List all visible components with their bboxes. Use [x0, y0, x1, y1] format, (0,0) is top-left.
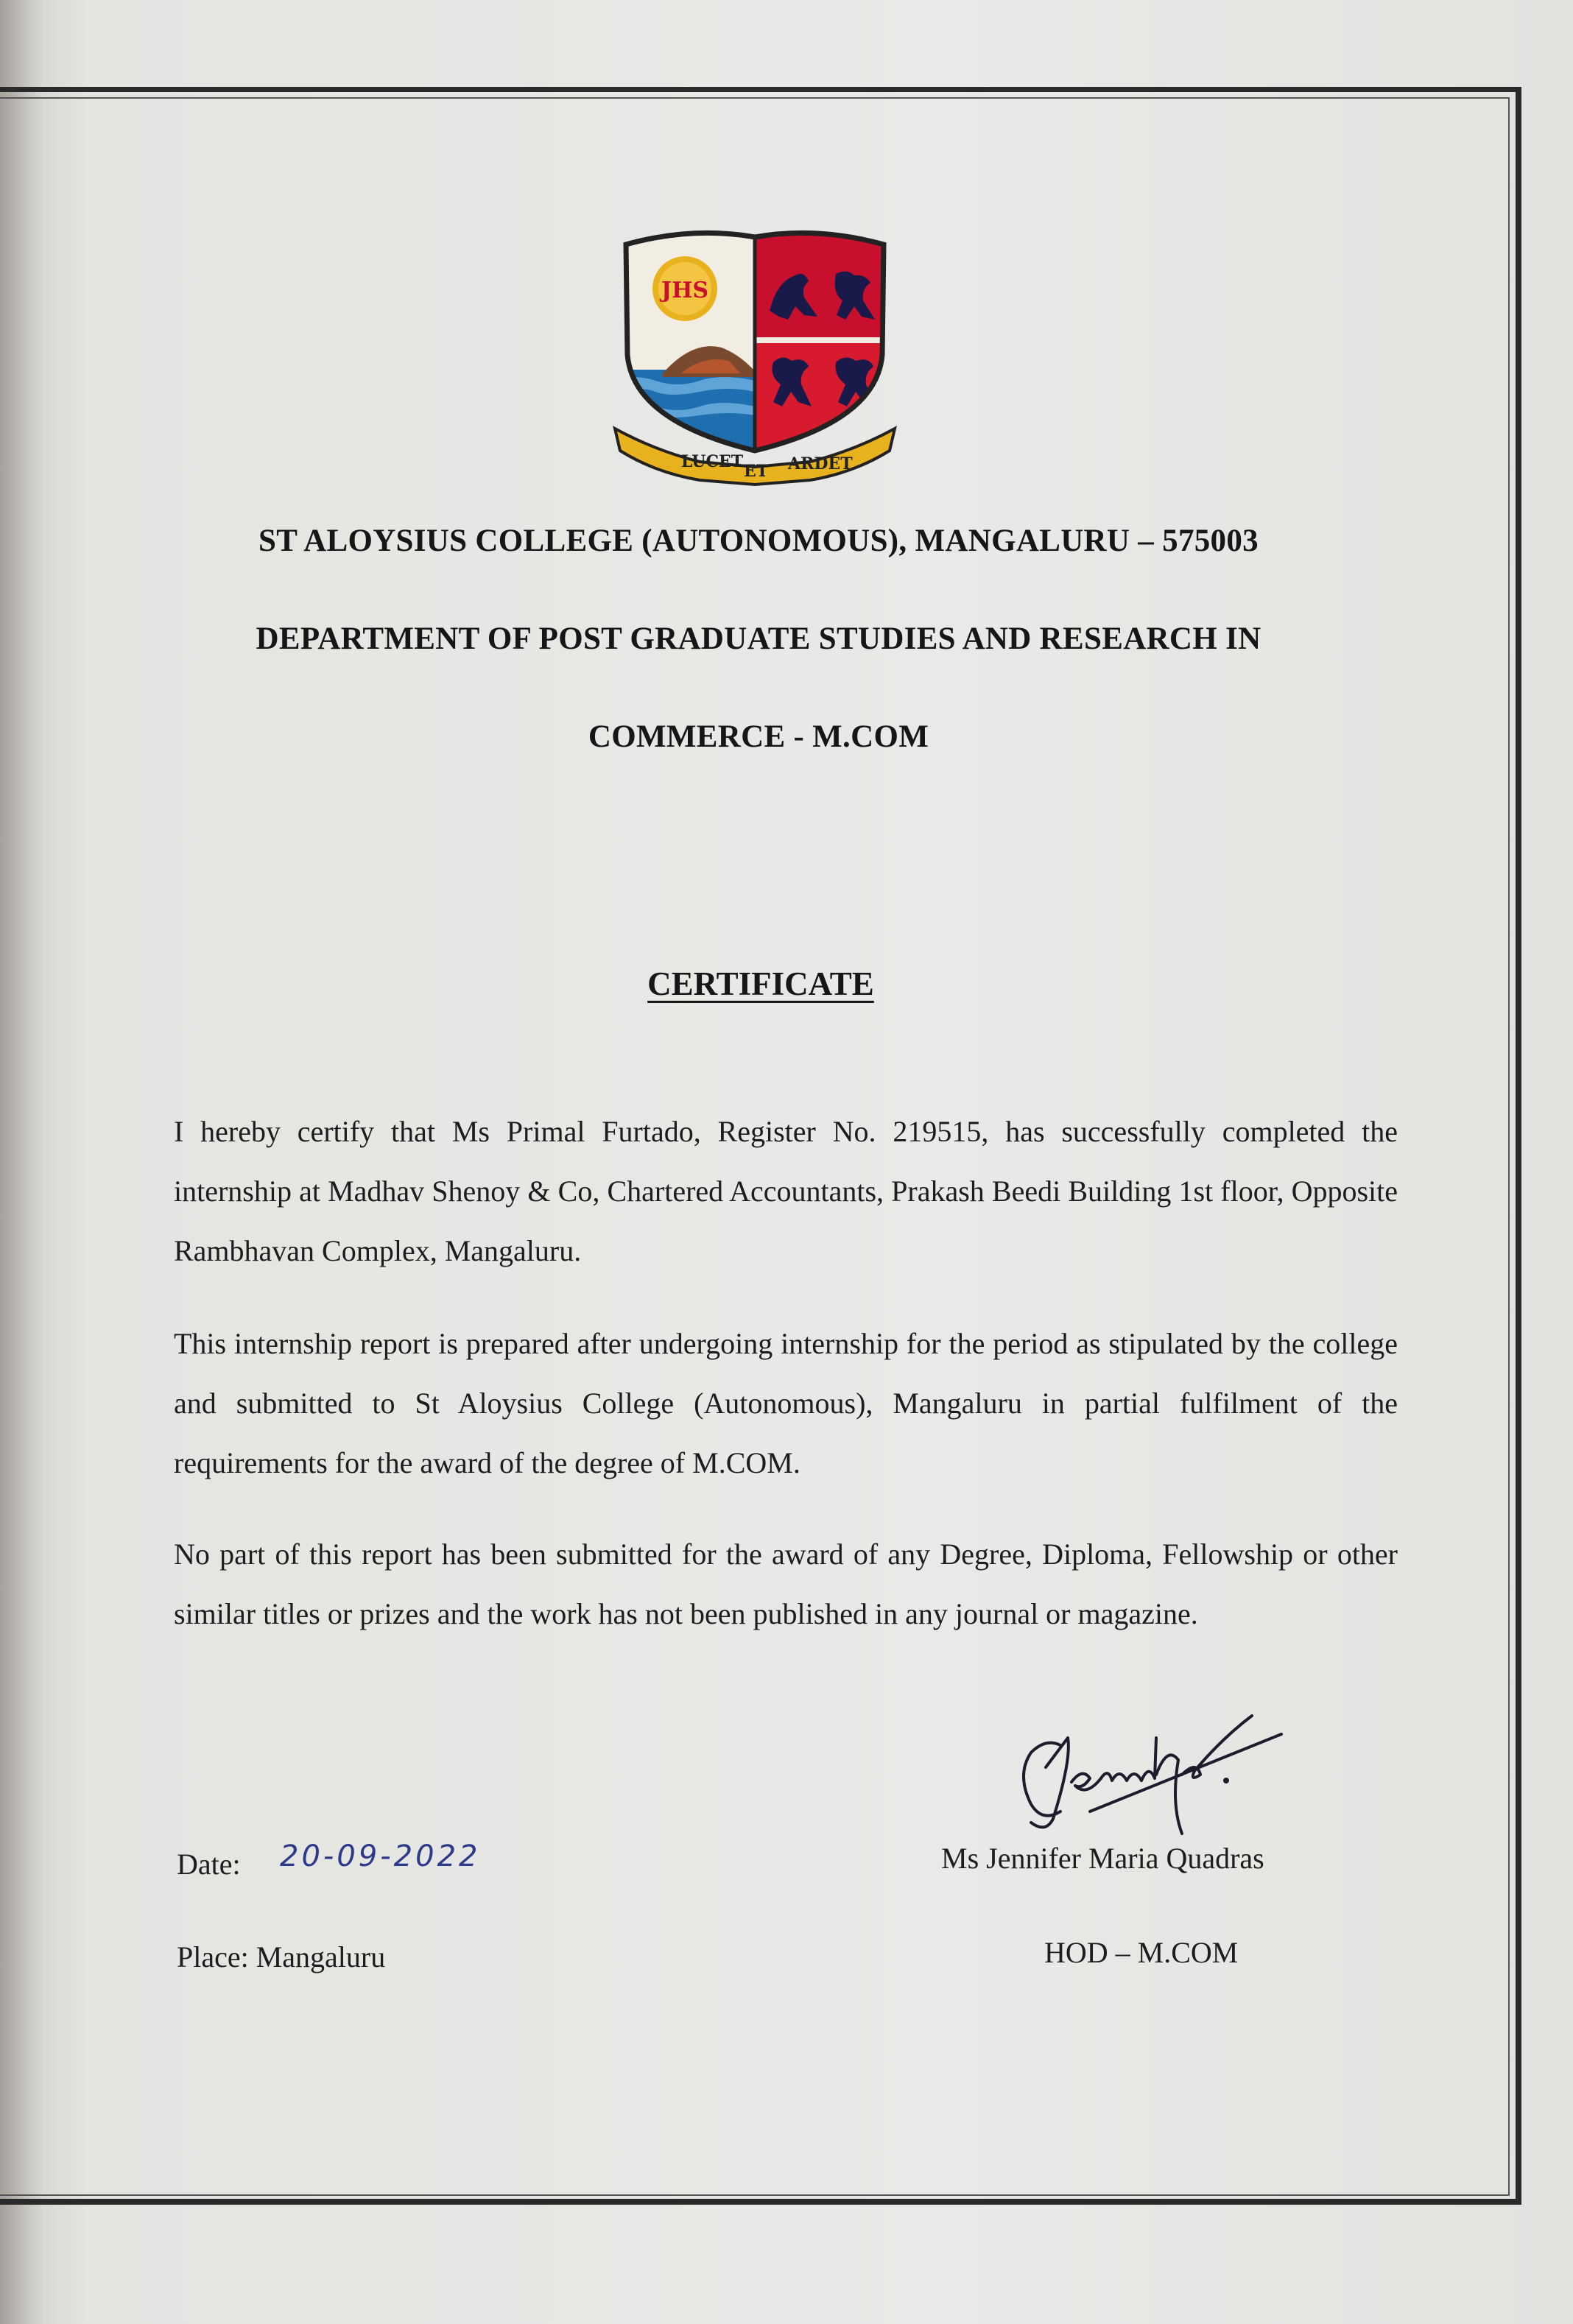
certificate-title-text: CERTIFICATE [647, 965, 874, 1002]
signature-icon [1002, 1694, 1289, 1841]
signatory-name: Ms Jennifer Maria Quadras [941, 1842, 1264, 1875]
college-crest-icon [611, 230, 898, 487]
certificate-paragraph-2: This internship report is prepared after undergoing internship for the period as stipulated by the college and submitted to St Aloysius College (Autonomous), Mangaluru in partial fulfilment of the requirements for the award of the degree of M.COM. [174, 1327, 1398, 1479]
date-label: Date: [177, 1848, 241, 1881]
handwritten-date: 20-09-2022 [280, 1839, 481, 1873]
signatory-title: HOD – M.COM [1044, 1936, 1239, 1969]
crest-motto-2: ET [744, 462, 769, 481]
crest-monogram: JHS [661, 278, 709, 303]
certificate-title [0, 965, 1521, 1003]
department-line-1: DEPARTMENT OF POST GRADUATE STUDIES AND RESEARCH IN [256, 622, 1261, 656]
crest-motto-3: ARDET [788, 454, 853, 473]
crest-motto-1: LUCET [681, 452, 744, 471]
certificate-paragraph-3: No part of this report has been submitted for the award of any Degree, Diploma, Fellowship or other similar titles or prizes and the work has not been published in any journal or magazine. [174, 1538, 1398, 1630]
place-label: Place: Mangaluru [177, 1940, 386, 1973]
department-line-2: COMMERCE - M.COM [588, 719, 929, 754]
certificate-paragraph-1: I hereby certify that Ms Primal Furtado, Register No. 219515, has successfully completed the internship at Madhav Shenoy & Co, Chartered Accountants, Prakash Beedi Building 1st floor, Opposite Rambhavan Complex, Mangaluru. [174, 1115, 1398, 1267]
college-name: ST ALOYSIUS COLLEGE (AUTONOMOUS), MANGALURU – 575003 [258, 524, 1259, 558]
